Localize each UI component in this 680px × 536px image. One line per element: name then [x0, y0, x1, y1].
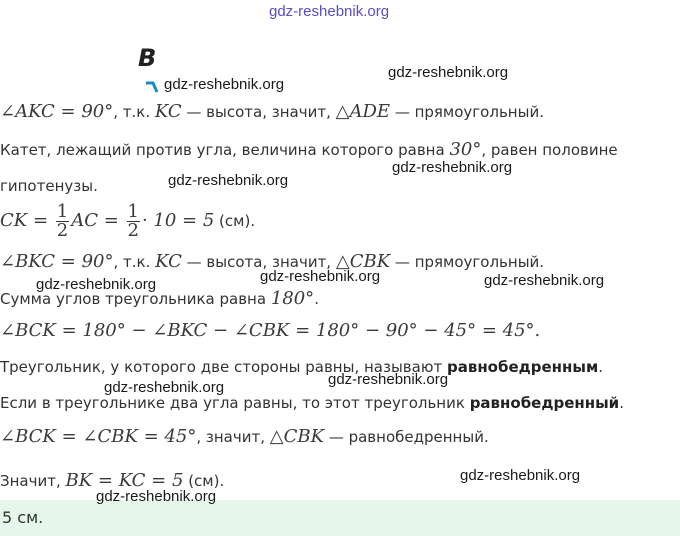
watermark: gdz-reshebnik.org	[392, 159, 513, 176]
line-11-text-a: Значит,	[0, 472, 66, 490]
watermark: gdz-reshebnik.org	[164, 76, 285, 93]
line-8-end: .	[598, 358, 603, 376]
line-2-text-b: , равен половине	[481, 141, 618, 159]
watermark: gdz-reshebnik.org	[388, 64, 509, 81]
watermark: gdz-reshebnik.org	[168, 172, 289, 189]
line-8-term: равнобедренным	[446, 358, 599, 376]
answer-panel	[0, 500, 680, 536]
fraction-numerator: 1	[56, 201, 69, 222]
watermark: gdz-reshebnik.org	[36, 276, 157, 293]
angle-mark-icon	[144, 80, 162, 96]
line-6-end: .	[314, 290, 319, 308]
line-10-equality: ∠BCK = ∠CBK = 45°	[0, 426, 197, 447]
watermark-top: gdz-reshebnik.org	[269, 3, 390, 20]
line-8-text: Треугольник, у которого две стороны равны, называют	[0, 358, 447, 376]
line-4-fraction-1	[56, 203, 69, 240]
line-9-text: Если в треугольнике два угла равны, то этот треугольник	[0, 394, 470, 412]
line-10	[0, 426, 489, 447]
line-3: гипотенузы.	[0, 177, 98, 195]
line-9	[0, 394, 624, 412]
line-6-sum: 180°	[270, 288, 315, 309]
fraction-denominator: 2	[56, 220, 69, 241]
line-5-text-a: , т.к.	[113, 253, 156, 271]
line-7	[0, 320, 540, 341]
line-2-text-a: Катет, лежащий против угла, величина которого равна	[0, 141, 450, 159]
line-8	[0, 358, 603, 376]
watermark: gdz-reshebnik.org	[96, 488, 217, 505]
line-1-text-c: — прямоугольный.	[390, 103, 544, 121]
line-2-angle: 30°	[449, 139, 482, 160]
watermark: gdz-reshebnik.org	[260, 268, 381, 285]
line-1-triangle-ade: △ADE	[335, 101, 391, 122]
answer-text: 5 см.	[2, 508, 44, 527]
fraction-denominator: 2	[127, 220, 139, 241]
line-4-result: · 10 = 5	[141, 210, 215, 231]
line-4-fraction-2	[127, 203, 140, 240]
line-1-kc: KC	[154, 101, 182, 122]
line-4-unit: (см).	[214, 212, 256, 230]
line-5-kc: KC	[155, 251, 182, 272]
line-5-text-b: — высота, значит,	[181, 253, 336, 271]
line-9-end: .	[619, 394, 624, 412]
line-1-angle-akc: ∠AKC = 90°	[0, 101, 114, 122]
line-6-text: Сумма углов треугольника равна	[0, 290, 271, 308]
line-5-text-c: — прямоугольный.	[390, 253, 545, 271]
line-4-ck: CK =	[0, 210, 54, 231]
line-9-term: равнобедренный	[469, 394, 620, 412]
watermark: gdz-reshebnik.org	[484, 272, 605, 289]
watermark: gdz-reshebnik.org	[460, 467, 581, 484]
line-5-angle-bkc: ∠BKC = 90°	[0, 251, 114, 272]
line-10-text-a: , значит,	[196, 428, 270, 446]
line-1-text-b: — высота, значит,	[181, 103, 336, 121]
line-11-unit: (см).	[183, 472, 225, 490]
line-4-ac: AC =	[71, 210, 125, 231]
line-2	[0, 139, 618, 160]
vertex-label-b: B	[138, 44, 157, 72]
line-1	[0, 101, 544, 122]
line-10-text-b: — равнобедренный.	[324, 428, 489, 446]
line-10-triangle: △CBK	[269, 426, 325, 447]
watermark: gdz-reshebnik.org	[328, 371, 449, 388]
fraction-numerator: 1	[127, 201, 139, 222]
line-7-equation: ∠BCK = 180° − ∠BKC − ∠CBK = 180° − 90° − 45° = 45°.	[0, 320, 541, 341]
watermark: gdz-reshebnik.org	[104, 379, 225, 396]
line-11-result: BK = KC = 5	[65, 470, 184, 491]
line-4	[0, 203, 255, 240]
line-1-text-a: , т.к.	[113, 103, 155, 121]
line-5-triangle-cbk: △CBK	[335, 251, 391, 272]
